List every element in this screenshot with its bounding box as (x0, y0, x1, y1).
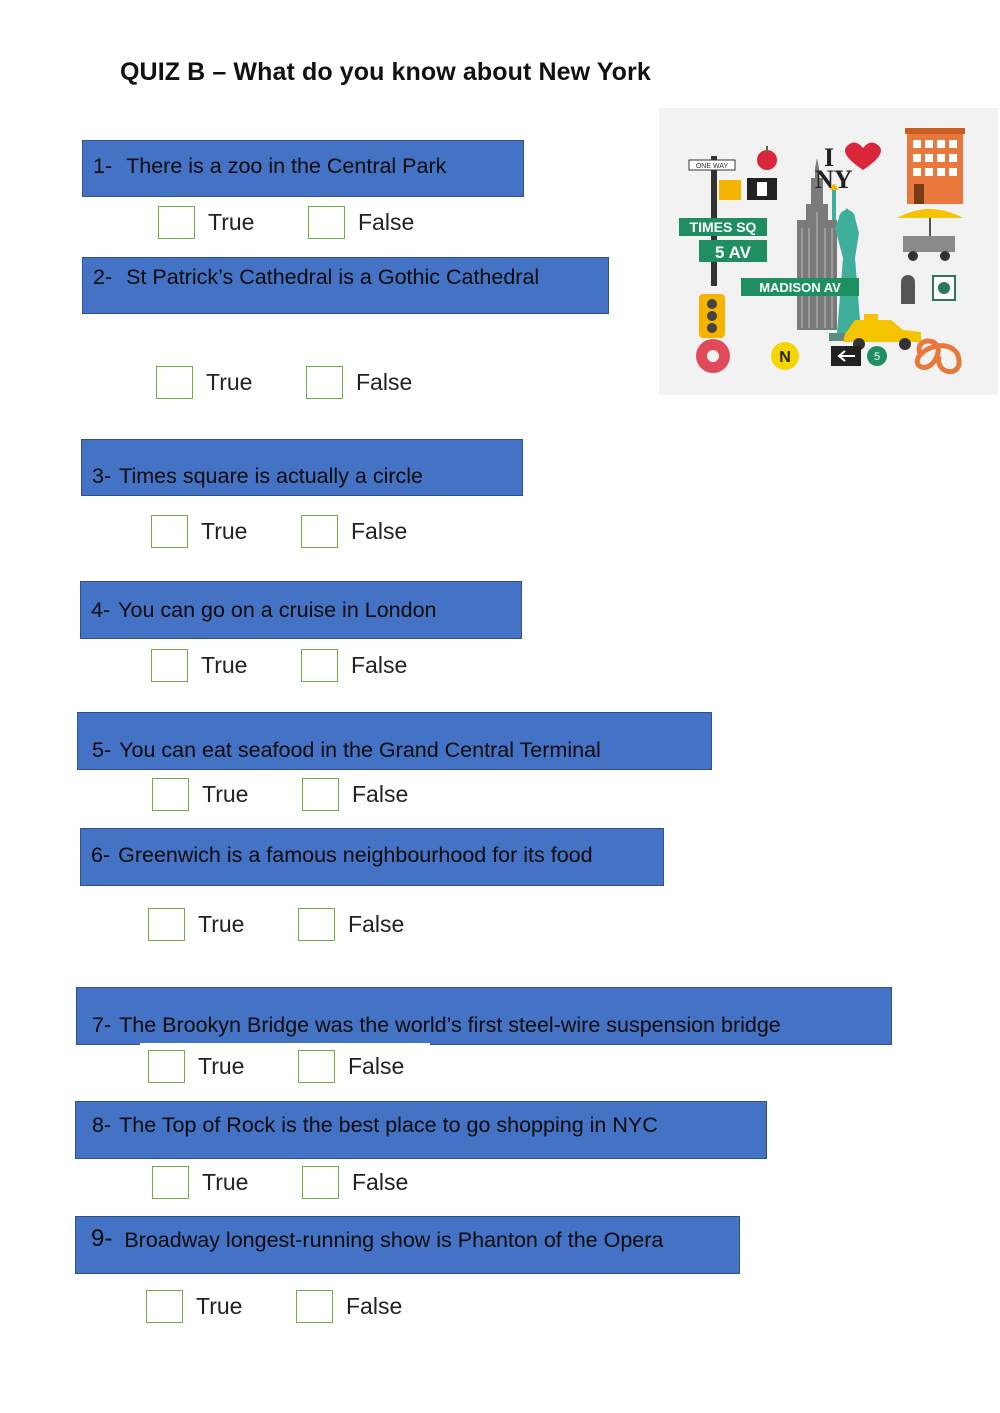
question-9-false-option[interactable] (296, 1290, 402, 1323)
question-8-true-checkbox[interactable] (152, 1166, 189, 1199)
question-9-text: Broadway longest-running show is Phanton of the Opera (124, 1228, 664, 1252)
question-5-true-checkbox[interactable] (152, 778, 189, 811)
question-6-true-checkbox[interactable] (148, 908, 185, 941)
i-love-ny-i: I (824, 143, 835, 172)
question-2-true-checkbox[interactable] (156, 366, 193, 399)
question-4-text: You can go on a cruise in London (118, 597, 437, 622)
question-3-false-checkbox[interactable] (301, 515, 338, 548)
question-2-text: St Patrick’s Cathedral is a Gothic Cathedral (126, 265, 540, 289)
question-8-box (75, 1101, 767, 1159)
question-5-false-checkbox[interactable] (302, 778, 339, 811)
question-3-text: Times square is actually a circle (119, 464, 424, 488)
question-1-true-option[interactable] (158, 206, 254, 239)
question-1-false-option[interactable] (308, 206, 414, 239)
question-6-text: Greenwich is a famous neighbourhood for its food (118, 842, 593, 867)
question-3-true-option[interactable] (151, 515, 247, 548)
question-9-true-option[interactable] (146, 1290, 242, 1323)
question-3-true-checkbox[interactable] (151, 515, 188, 548)
question-9-true-label: True (196, 1293, 243, 1319)
question-1-text: There is a zoo in the Central Park (126, 154, 447, 178)
question-4-false-label: False (351, 652, 408, 678)
question-8-false-option[interactable] (302, 1166, 408, 1199)
question-8-true-option[interactable] (152, 1166, 248, 1199)
new-york-illustration (659, 108, 998, 395)
question-3-true-label: True (201, 518, 248, 544)
question-4-true-checkbox[interactable] (151, 649, 188, 682)
question-8-text: The Top of Rock is the best place to go shopping in NYC (119, 1113, 658, 1137)
question-3-box (81, 439, 523, 496)
question-1-false-label: False (358, 209, 415, 235)
question-5-false-option[interactable] (302, 778, 408, 811)
question-7-number: 7- (92, 1013, 112, 1037)
question-7-false-option[interactable] (298, 1050, 404, 1083)
question-3-false-label: False (351, 518, 408, 544)
question-5-false-label: False (352, 781, 409, 807)
question-6-true-option[interactable] (148, 908, 244, 941)
question-7-false-label: False (348, 1053, 405, 1079)
question-6-false-option[interactable] (298, 908, 404, 941)
question-1-true-checkbox[interactable] (158, 206, 195, 239)
question-2-true-option[interactable] (156, 366, 252, 399)
question-5-true-label: True (202, 781, 249, 807)
question-5-true-option[interactable] (152, 778, 248, 811)
question-7-box (76, 987, 892, 1045)
question-9-box (75, 1216, 740, 1274)
question-4-false-checkbox[interactable] (301, 649, 338, 682)
question-1-number: 1- (93, 154, 113, 178)
one-way-sign-text: ONE WAY (695, 163, 729, 170)
question-3-false-option[interactable] (301, 515, 407, 548)
question-8-false-checkbox[interactable] (302, 1166, 339, 1199)
question-6-number: 6- (91, 842, 111, 867)
quiz-title: QUIZ B – What do you know about New York (120, 58, 651, 86)
question-5-box (77, 712, 712, 770)
subway-n-sign-text: N (779, 349, 791, 366)
question-6-box (80, 828, 664, 886)
question-5-number: 5- (92, 738, 112, 762)
question-8-number: 8- (92, 1113, 112, 1137)
question-6-true-label: True (198, 911, 245, 937)
i-love-ny-ny: NY (815, 165, 853, 194)
question-4-number: 4- (91, 597, 111, 622)
question-7-true-label: True (198, 1053, 245, 1079)
question-7-false-checkbox[interactable] (298, 1050, 335, 1083)
question-1-true-label: True (208, 209, 255, 235)
question-6-false-checkbox[interactable] (298, 908, 335, 941)
question-8-false-label: False (352, 1169, 409, 1195)
fifth-avenue-sign-text: 5 AV (715, 243, 751, 262)
question-2-number: 2- (93, 265, 113, 289)
question-9-number: 9- (91, 1225, 113, 1252)
madison-avenue-sign-text: MADISON AV (759, 280, 841, 295)
question-2-false-label: False (356, 369, 413, 395)
question-9-true-checkbox[interactable] (146, 1290, 183, 1323)
question-4-true-label: True (201, 652, 248, 678)
question-2-false-option[interactable] (306, 366, 412, 399)
question-9-false-label: False (346, 1293, 403, 1319)
question-1-box (82, 140, 524, 197)
question-4-true-option[interactable] (151, 649, 247, 682)
question-6-false-label: False (348, 911, 405, 937)
question-3-number: 3- (92, 464, 112, 488)
times-square-sign-text: TIMES SQ (689, 219, 757, 235)
subway-5-sign-text: 5 (873, 351, 881, 363)
question-2-box (82, 257, 609, 314)
question-2-false-checkbox[interactable] (306, 366, 343, 399)
question-5-text: You can eat seafood in the Grand Central Terminal (119, 738, 601, 762)
question-4-box (80, 581, 522, 639)
question-4-false-option[interactable] (301, 649, 407, 682)
question-9-false-checkbox[interactable] (296, 1290, 333, 1323)
question-8-true-label: True (202, 1169, 249, 1195)
question-7-text: The Brookyn Bridge was the world’s first steel-wire suspension bridge (119, 1013, 781, 1037)
question-2-true-label: True (206, 369, 253, 395)
question-7-true-checkbox[interactable] (148, 1050, 185, 1083)
divider (140, 1043, 430, 1049)
question-7-true-option[interactable] (148, 1050, 244, 1083)
question-1-false-checkbox[interactable] (308, 206, 345, 239)
